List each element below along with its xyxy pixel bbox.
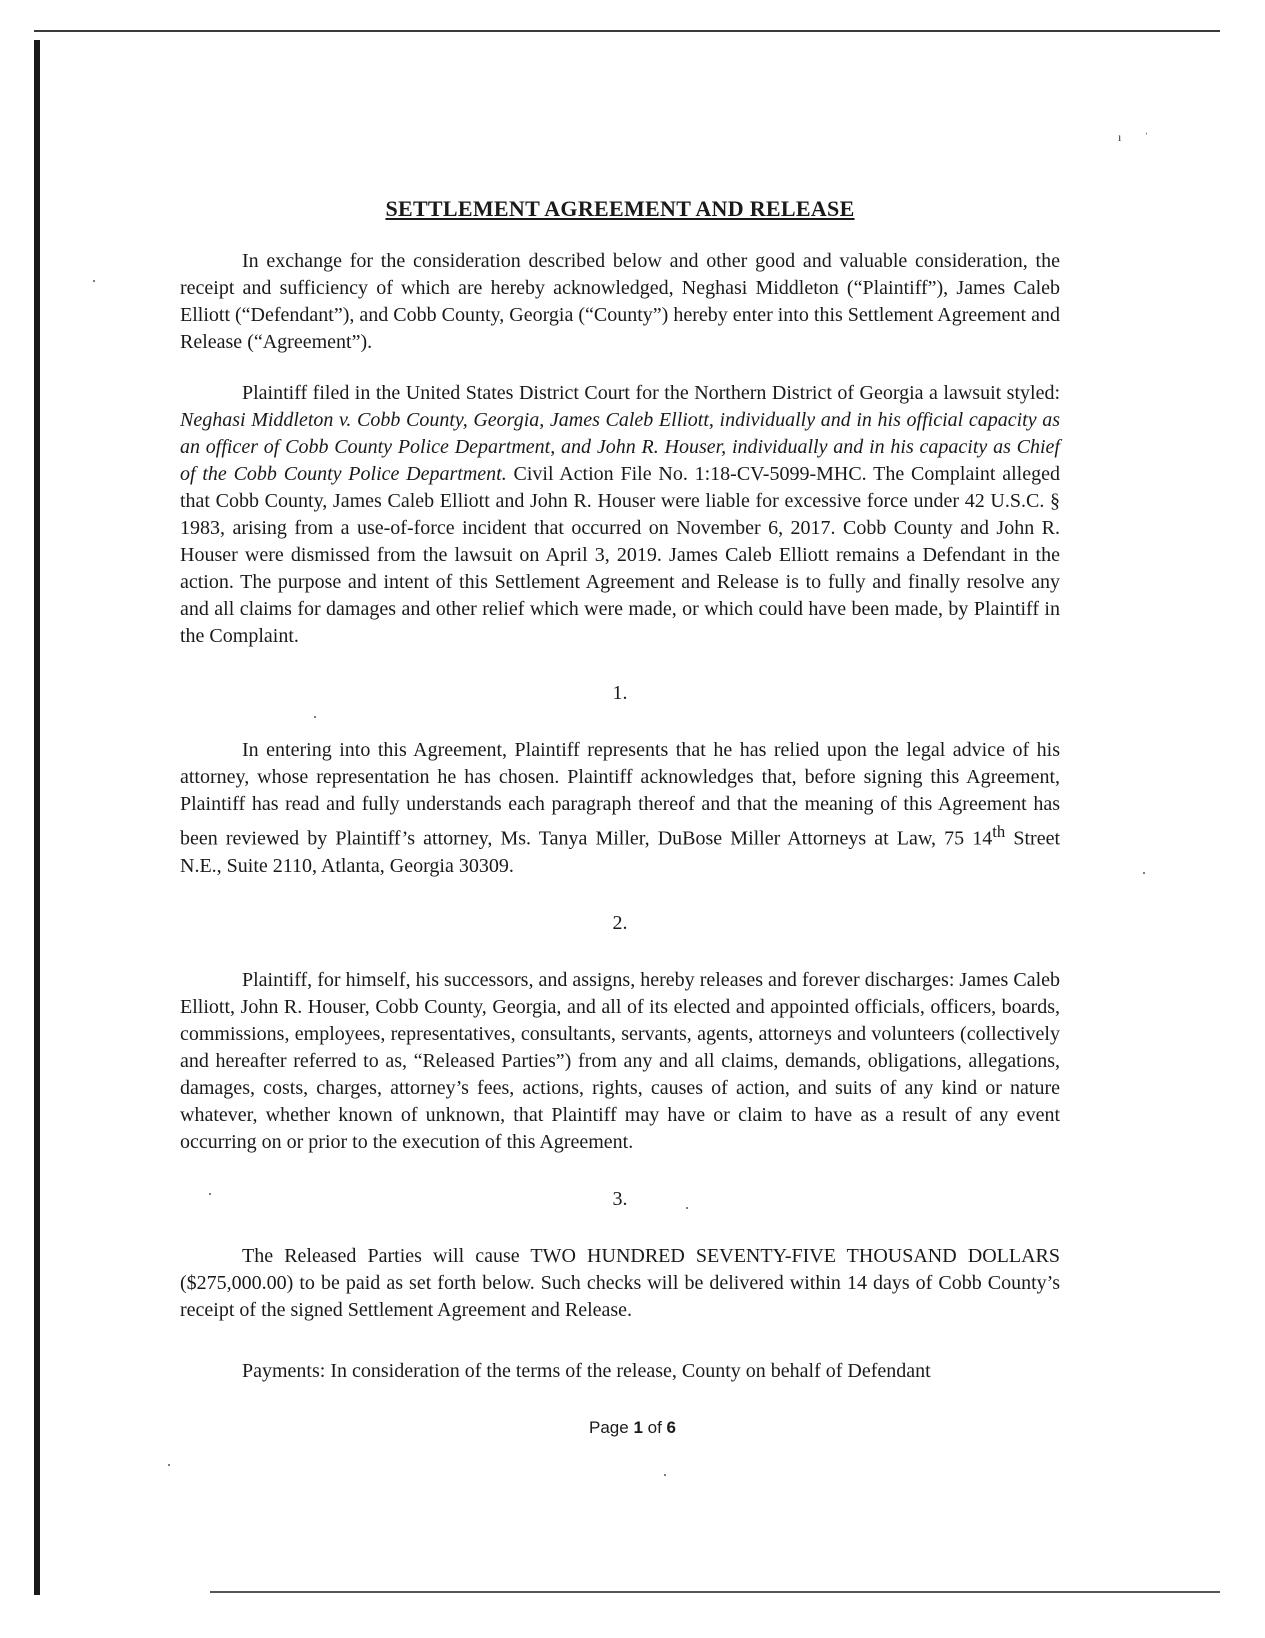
background-lead: Plaintiff filed in the United States District Court for the Northern District of Georgia a lawsuit styled: [242, 382, 1060, 404]
scan-speck [664, 1474, 666, 1476]
total-page-count: 6 [666, 1418, 676, 1437]
background-rest: Civil Action File No. 1:18-CV-5099-MHC. The Complaint alleged that Cobb County, James Caleb Elliott and John R. Houser were liable for excessive force under 42 U.S.C. § 1983, arising from a use-of-force incident that occurred on November 6, 2017. Cobb County and John R. Houser were dismissed from the lawsuit on April 3, 2019. James Caleb Elliott remains a Defendant in the action. The purpose and intent of this Settlement Agreement and Release is to fully and finally resolve any and all claims for damages and other relief which were made, or which could have been made, by Plaintiff in the Complaint. [180, 463, 1060, 647]
section-1-text: In entering into this Agreement, Plaintiff represents that he has relied upon the legal advice of his attorney, whose representation he has chosen. Plaintiff acknowledges that, before signing this Agreement, Plaintiff has read and fully understands each paragraph thereof and that the meaning of this Agreement has been reviewed by Plaintiff’s attorney, Ms. Tanya Miller, DuBose Miller Attorneys at Law, 75 14 [180, 739, 1060, 850]
section-3-paragraph: The Released Parties will cause TWO HUNDRED SEVENTY-FIVE THOUSAND DOLLARS ($275,000.00) to be paid as set forth below. Such checks will be delivered within 14 days of Cobb County’s receipt of the signed Settlement Agreement and Release. [180, 1244, 1060, 1321]
document-page [180, 195, 1060, 1385]
page-label: Page [589, 1418, 634, 1437]
ordinal-suffix: th [992, 822, 1006, 841]
section-2-paragraph: Plaintiff, for himself, his successors, and assigns, hereby releases and forever discharges: James Caleb Elliott, John R. Houser, Cobb County, Georgia, and all of its elected and appointed officials, officers, boards, commissions, employees, representatives, consultants, servants, agents, attorneys and volunteers (collectively and hereafter referred to as, “Released Parties”) from any and all claims, demands, obligations, allegations, damages, costs, charges, attorney’s fees, actions, rights, causes of action, and suits of any kind or nature whatever, whether known of unknown, that Plaintiff may have or claim to have as a result of any event occurring on or prior to the execution of this Agreement. [180, 968, 1060, 1153]
section-number-3: 3. [612, 1187, 628, 1210]
left-border-line [34, 40, 40, 1595]
page-footer [0, 1418, 1265, 1438]
background-paragraph [180, 380, 1060, 650]
section-number-2: 2. [612, 911, 628, 934]
scan-speck [168, 1464, 170, 1466]
section-1-text-end: Street N.E., Suite 2110, Atlanta, Georgia 30309. [180, 827, 1061, 877]
page-of-label: of [642, 1418, 667, 1437]
bottom-border-line [210, 1591, 1220, 1593]
top-border-line [34, 30, 1220, 32]
payments-paragraph: Payments: In consideration of the terms of the release, County on behalf of Defendant [242, 1359, 931, 1382]
scan-marks: ı ˈ [1118, 130, 1159, 144]
scan-speck [1143, 872, 1145, 874]
document-title: SETTLEMENT AGREEMENT AND RELEASE [385, 196, 855, 221]
scan-speck [93, 280, 95, 282]
section-1-paragraph [180, 737, 1060, 880]
current-page-number: 1 [633, 1418, 643, 1437]
case-style: Neghasi Middleton v. Cobb County, Georgia, James Caleb Elliott, individually and in his official capacity as an officer of Cobb County Police Department, and John R. Houser, individually and in his capacity as Chief of the Cobb County Police Department. [180, 409, 1060, 485]
intro-paragraph: In exchange for the consideration described below and other good and valuable consideration, the receipt and sufficiency of which are hereby acknowledged, Neghasi Middleton (“Plaintiff”), James Caleb Elliott (“Defendant”), and Cobb County, Georgia (“County”) hereby enter into this Settlement Agreement and Release (“Agreement”). [180, 250, 1060, 353]
section-number-1: 1. [612, 682, 628, 704]
